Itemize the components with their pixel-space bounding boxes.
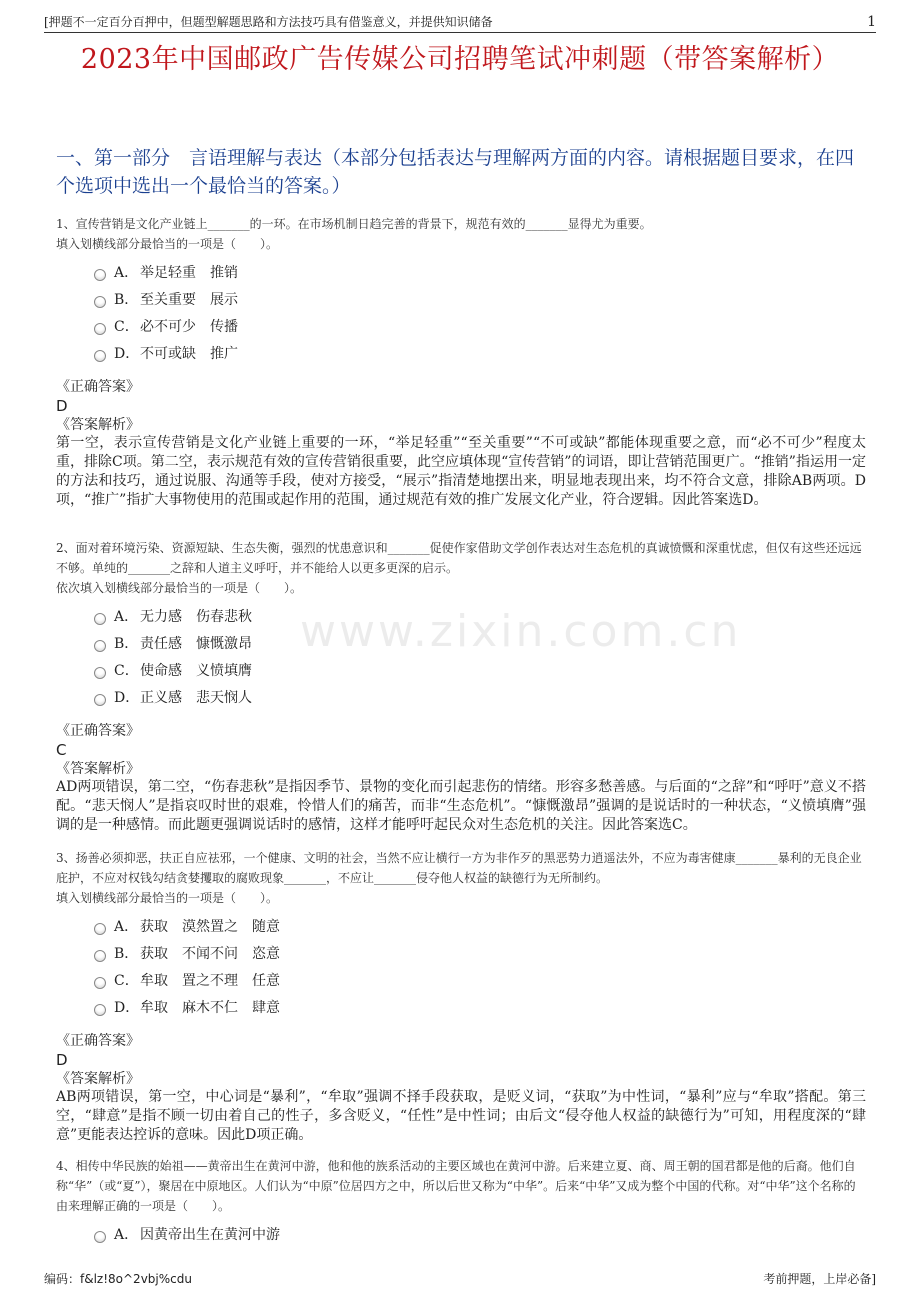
analysis-text: 第一空，表示宣传营销是文化产业链上重要的一环，“举足轻重”“至关重要”“不可或缺”都能体现重要之意，而“必不可少”程度太重，排除C项。第二空，表示规范有效的宣传营销很重要，此空应填体现“宣传营销”的词语，即让营销范围更广。“推销”指运用一定的方法和技巧，通过说服、沟通等手段，使对方接受，“展示”指清楚地摆出来，明显地表现出来，均不符合文意，排除AB两项。D项，“推广”指扩大事物使用的范围或起作用的范围，通过规范有效的推广发展文化产业，符合逻辑。因此答案选D。 [56, 435, 866, 508]
question-stem: 1、宣传营销是文化产业链上_______的一环。在市场机制日趋完善的背景下，规范有效的_______显得尤为重要。 [56, 217, 652, 231]
question-stem: 3、扬善必须抑恶，扶正自应祛邪，一个健康、文明的社会，当然不应让横行一方为非作歹的黑恶势力逍遥法外，不应为毒害健康_______暴利的无良企业庇护，不应对权钱勾结贪婪攫取的腐败现象_______，不应让_______侵夺他人权益的缺德行为无所制约。 [56, 851, 862, 885]
analysis-label: 《答案解析》 [56, 761, 140, 777]
option-letter: B． [114, 635, 139, 652]
option-text: 牟取 置之不理 任意 [140, 972, 280, 989]
option-letter: A． [114, 264, 139, 281]
option-letter: C． [114, 972, 139, 989]
answer-label: 《正确答案》 [56, 1033, 140, 1049]
question-prompt: 填入划横线部分最恰当的一项是（ ）。 [56, 891, 279, 905]
options-list [94, 1220, 866, 1247]
option-letter: D． [114, 999, 140, 1016]
option-a[interactable] [94, 602, 866, 629]
option-letter: D． [114, 345, 140, 362]
option-text: 使命感 义愤填膺 [140, 662, 252, 679]
question-prompt: 依次填入划横线部分最恰当的一项是（ ）。 [56, 581, 303, 595]
option-a[interactable] [94, 1220, 866, 1247]
answer-value: D [56, 397, 68, 415]
option-b[interactable] [94, 285, 866, 312]
option-text: 必不可少 传播 [140, 318, 238, 335]
option-letter: B． [114, 291, 139, 308]
option-text: 因黄帝出生在黄河中游 [140, 1226, 280, 1243]
option-d[interactable] [94, 683, 866, 710]
analysis-text: AB两项错误，第一空，中心词是“暴利”，“牟取”强调不择手段获取，是贬义词，“获取”为中性词，“暴利”应与“牟取”搭配。第三空，“肆意”是指不顾一切由着自己的性子，多含贬义，“任性”是中性词；由后文“侵夺他人权益的缺德行为”可知，用程度深的“肆意”更能表达控诉的意味。因此D项正确。 [56, 1089, 866, 1143]
option-text: 获取 不闻不问 恣意 [140, 945, 280, 962]
question-4 [56, 1156, 866, 1247]
answer-label: 《正确答案》 [56, 723, 140, 739]
page-number: 1 [867, 14, 876, 30]
question-1 [56, 214, 866, 366]
option-a[interactable] [94, 912, 866, 939]
option-letter: A． [114, 918, 139, 935]
analysis-text: AD两项错误，第二空，“伤春悲秋”是指因季节、景物的变化而引起悲伤的情绪。形容多愁善感。与后面的“之辞”和“呼吁”意义不搭配。“悲天悯人”是指哀叹时世的艰难，怜惜人们的痛苦，而非“生态危机”。“慷慨激昂”强调的是说话时的一种状态，“义愤填膺”强调的是一种感情。而此题更强调说话时的感情，这样才能呼吁起民众对生态危机的关注。因此答案选C。 [56, 779, 866, 833]
answer-value: D [56, 1051, 68, 1069]
option-letter: C． [114, 662, 139, 679]
question-stem: 2、面对着环境污染、资源短缺、生态失衡，强烈的忧患意识和_______促使作家借助文学创作表达对生态危机的真诚愤慨和深重忧虑，但仅有这些还远远不够。单纯的_______之辞和人道主义呼吁，并不能给人以更多更深的启示。 [56, 541, 862, 575]
radio-icon[interactable] [94, 269, 106, 281]
radio-icon[interactable] [94, 977, 106, 989]
option-a[interactable] [94, 258, 866, 285]
answer-block-1 [56, 378, 866, 510]
options-list [94, 258, 866, 366]
option-text: 牟取 麻木不仁 肆意 [140, 999, 280, 1016]
document-title: 2023年中国邮政广告传媒公司招聘笔试冲刺题（带答案解析） [80, 44, 840, 75]
page-header [44, 12, 876, 33]
radio-icon[interactable] [94, 923, 106, 935]
question-prompt: 填入划横线部分最恰当的一项是（ ）。 [56, 237, 279, 251]
option-letter: B． [114, 945, 139, 962]
radio-icon[interactable] [94, 613, 106, 625]
option-text: 获取 漠然置之 随意 [140, 918, 280, 935]
watermark: www.zixin.com.cn [300, 606, 742, 657]
option-text: 责任感 慷慨激昂 [140, 635, 252, 652]
answer-label: 《正确答案》 [56, 379, 140, 395]
option-d[interactable] [94, 993, 866, 1020]
section-heading: 一、第一部分 言语理解与表达（本部分包括表达与理解两方面的内容。请根据题目要求，在四个选项中选出一个最恰当的答案。） [56, 147, 855, 197]
header-note: [押题不一定百分百押中，但题型解题思路和方法技巧具有借鉴意义，并提供知识储备 [44, 15, 493, 29]
option-c[interactable] [94, 966, 866, 993]
option-text: 举足轻重 推销 [140, 264, 238, 281]
analysis-label: 《答案解析》 [56, 1071, 140, 1087]
option-text: 至关重要 展示 [140, 291, 238, 308]
document-code: 编码：f&lz!8o^2vbj%cdu [44, 1272, 192, 1286]
options-list [94, 602, 866, 710]
option-text: 正义感 悲天悯人 [140, 689, 252, 706]
option-c[interactable] [94, 312, 866, 339]
option-letter: C． [114, 318, 139, 335]
option-c[interactable] [94, 656, 866, 683]
analysis-label: 《答案解析》 [56, 417, 140, 433]
answer-value: C [56, 741, 67, 759]
answer-block-3 [56, 1032, 866, 1145]
radio-icon[interactable] [94, 323, 106, 335]
radio-icon[interactable] [94, 694, 106, 706]
option-letter: D． [114, 689, 140, 706]
radio-icon[interactable] [94, 640, 106, 652]
question-3 [56, 848, 866, 1020]
option-text: 无力感 伤春悲秋 [140, 608, 252, 625]
option-b[interactable] [94, 629, 866, 656]
question-2 [56, 538, 866, 710]
radio-icon[interactable] [94, 350, 106, 362]
page-footer [44, 1270, 876, 1288]
answer-block-2 [56, 722, 866, 835]
question-stem: 4、相传中华民族的始祖——黄帝出生在黄河中游，他和他的族系活动的主要区域也在黄河中游。后来建立夏、商、周王朝的国君都是他的后裔。他们自称“华”（或“夏”），聚居在中原地区。人们认为“中原”位居四方之中，所以后世又称为“中华”。后来“中华”又成为整个中国的代称。对“中华”这个名称的由来理解正确的一项是（ ）。 [56, 1159, 856, 1213]
radio-icon[interactable] [94, 1231, 106, 1243]
option-letter: A． [114, 608, 139, 625]
radio-icon[interactable] [94, 950, 106, 962]
radio-icon[interactable] [94, 296, 106, 308]
radio-icon[interactable] [94, 667, 106, 679]
option-d[interactable] [94, 339, 866, 366]
option-b[interactable] [94, 939, 866, 966]
options-list [94, 912, 866, 1020]
option-text: 不可或缺 推广 [140, 345, 238, 362]
option-letter: A． [114, 1226, 139, 1243]
radio-icon[interactable] [94, 1004, 106, 1016]
footer-slogan: 考前押题，上岸必备] [763, 1272, 876, 1286]
